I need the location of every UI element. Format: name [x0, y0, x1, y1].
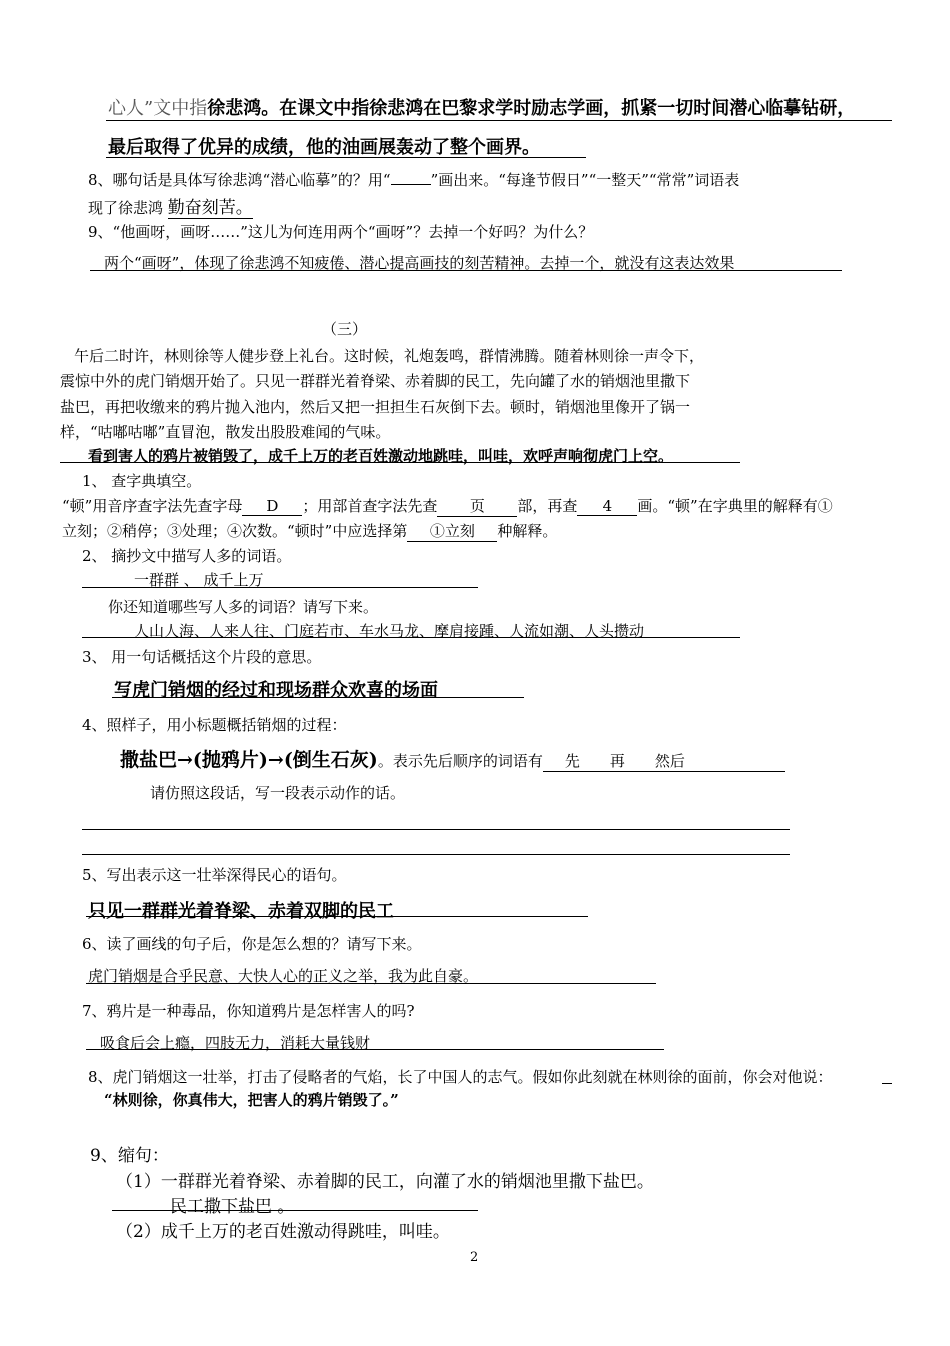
question-3-title: 3、 用一句话概括这个片段的意思。: [82, 648, 322, 666]
answer-underline: [82, 637, 740, 638]
answer-strokes: 4: [577, 497, 637, 516]
question-1-title: 1、 查字典填空。: [82, 472, 202, 490]
question-2-sub-answer: 人山人海、人来人往、门庭若市、车水马龙、摩肩接踵、人流如潮、人头攒动: [134, 622, 645, 640]
answer-underline: [86, 916, 588, 917]
question-6-answer: 虎门销烟是合乎民意、大快人心的正义之举，我为此自豪。: [88, 967, 479, 985]
question-8-prev: 8、哪句话是具体写徐悲鸿“潜心临摹”的？用“ ”画出来。“每逢节假日”“一整天”“常常”词语表: [88, 171, 740, 189]
passage-line-4: 样，“咕嘟咕嘟”直冒泡，散发出股股难闻的气味。: [60, 423, 391, 441]
writing-line-1[interactable]: [82, 829, 790, 830]
question-2-title: 2、 摘抄文中描写人多的词语。: [82, 547, 292, 565]
question-7-answer: 吸食后会上瘾，四肢无力，消耗大量钱财: [100, 1034, 371, 1052]
answer-underline: [112, 697, 524, 698]
blank-line: [391, 172, 431, 185]
question-8-prev-answer: 勤奋刻苦。: [167, 198, 253, 218]
passage-sentence-underline: [60, 462, 740, 463]
passage-line-2: 震惊中外的虎门销烟开始了。只见一群群光着脊梁、赤着脚的民工，先向罐了水的销烟池里撒下: [60, 372, 691, 390]
question-8-prev-line-2: 现了徐悲鸿 勤奋刻苦。: [88, 198, 253, 218]
passage-underlined-sentence: 看到害人的鸦片被销毁了，成千上万的老百姓激动地跳哇，叫哇，欢呼声响彻虎门上空。: [88, 447, 674, 465]
question-9-title: 9、缩句：: [90, 1146, 169, 1166]
section-heading: （三）: [322, 320, 368, 338]
question-6-title: 6、读了画线的句子后，你是怎么想的？请写下来。: [82, 935, 422, 953]
answer-underline: [90, 270, 842, 271]
question-3-answer: 写虎门销烟的经过和现场群众欢喜的场面: [114, 680, 438, 701]
question-4-answer: 先 再 然后: [543, 750, 785, 772]
answer-underline: [112, 1210, 478, 1211]
question-2-answer: 一群群 、 成千上万: [134, 571, 264, 589]
answer-meaning: ①立刻: [407, 520, 497, 542]
question-7-title: 7、鸦片是一种毒品，你知道鸦片是怎样害人的吗?: [82, 1002, 415, 1020]
question-4-subquestion: 请仿照这段话，写一段表示动作的话。: [150, 784, 406, 802]
answer-underline: [106, 120, 892, 121]
question-9-sentence-1-answer: 民工撒下盐巴 。: [170, 1197, 295, 1217]
prev-answer-line-1: [108, 94, 855, 120]
writing-line-2[interactable]: [82, 854, 790, 855]
question-9-sentence-1: （1）一群群光着脊梁、赤着脚的民工，向灌了水的销烟池里撒下盐巴。: [116, 1172, 654, 1192]
answer-radical: 页: [437, 495, 517, 517]
question-8-answer: “林则徐，你真伟大，把害人的鸦片销毁了。”: [104, 1091, 399, 1109]
answer-underline: [82, 587, 478, 588]
question-8-title: 8、虎门销烟这一壮举，打击了侵略者的气焰，长了中国人的志气。假如你此刻就在林则徐的面前，你会对他说：: [88, 1068, 833, 1086]
passage-line-3: 盐巴，再把收缴来的鸦片抛入池内，然后又把一担担生石灰倒下去。顿时，销烟池里像开了锅一: [60, 398, 691, 416]
page-number: 2: [470, 1250, 479, 1265]
question-1-line-2: 立刻；②稍停；③处理；④次数。“顿时”中应选择第 ①立刻 种解释。: [62, 522, 558, 540]
question-2-subquestion: 你还知道哪些写人多的词语？请写下来。: [108, 598, 379, 616]
question-9-sentence-2: （2）成千上万的老百姓激动得跳哇，叫哇。: [116, 1222, 450, 1242]
question-1-line-1: “顿”用音序查字法先查字母 D ；用部首查字法先查 页 部，再查 4 画。“顿”在字典里的解释有①: [62, 497, 833, 515]
question-5-title: 5、写出表示这一壮举深得民心的语句。: [82, 866, 347, 884]
answer-letter: D: [242, 497, 302, 516]
prev-answer-line-2: 最后取得了优异的成绩，他的油画展轰动了整个画界。: [108, 137, 540, 158]
question-5-answer: 只见一群群光着脊梁、赤着双脚的民工: [88, 901, 394, 922]
prev-answer-bold-text: 徐悲鸿。在课文中指徐悲鸿在巴黎求学时励志学画，抓紧一切时间潜心临摹钻研，: [207, 98, 856, 119]
question-9-prev-answer: 两个“画呀”，体现了徐悲鸿不知疲倦、潜心提高画技的刻苦精神。去掉一个，就没有这表达效果: [104, 254, 735, 272]
passage-line-1: 午后二时许，林则徐等人健步登上礼台。这时候，礼炮轰鸣，群情沸腾。随着林则徐一声令下，: [74, 347, 705, 365]
question-4-line: 撒盐巴→(抛鸦片)→(倒生石灰)。表示先后顺序的词语有 先 再 然后: [120, 745, 785, 772]
answer-underline: [86, 983, 656, 984]
question-9-prev: 9、“他画呀，画呀……”这儿为何连用两个“画呀”？去掉一个好吗？为什么？: [88, 223, 594, 241]
answer-underline: [106, 157, 586, 158]
prev-answer-gray-text: 心人”文中指: [108, 98, 208, 119]
blank-line: [882, 1083, 892, 1084]
answer-underline: [86, 1049, 664, 1050]
question-4-title: 4、照样子，用小标题概括销烟的过程：: [82, 716, 347, 734]
process-chain: 撒盐巴→(抛鸦片)→(倒生石灰): [120, 749, 378, 771]
